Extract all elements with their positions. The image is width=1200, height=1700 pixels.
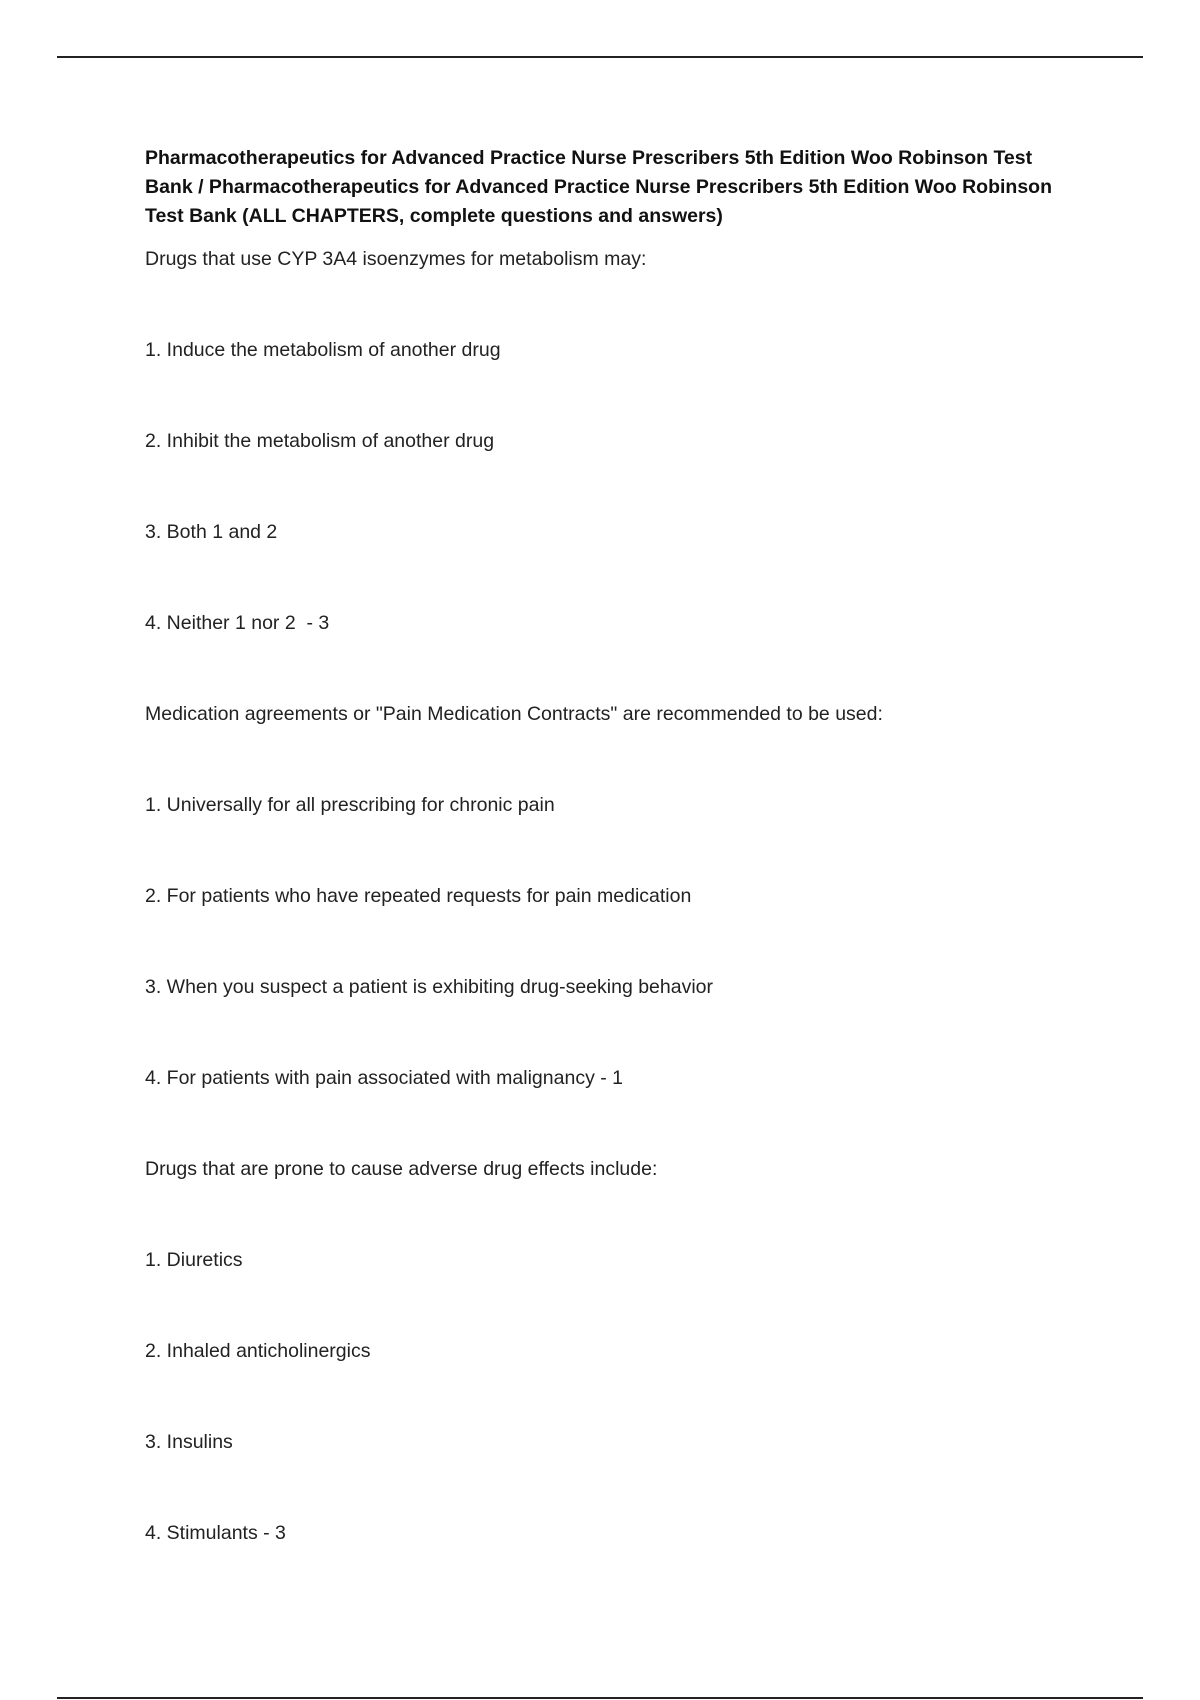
footer-rule [57, 1697, 1143, 1699]
answer-option: 4. Stimulants - 3 [145, 1522, 286, 1544]
question-block [145, 700, 1065, 1092]
answer-option: 3. Insulins [145, 1431, 233, 1453]
answer-option: 3. When you suspect a patient is exhibiting drug-seeking behavior [145, 976, 714, 998]
question-stem: Medication agreements or "Pain Medication Contracts" are recommended to be used: [145, 703, 883, 725]
question-stem: Drugs that are prone to cause adverse drug effects include: [145, 1158, 658, 1180]
question-block [145, 245, 1065, 637]
answer-option: 4. Neither 1 nor 2 - 3 [145, 612, 330, 634]
document-title: Pharmacotherapeutics for Advanced Practice Nurse Prescribers 5th Edition Woo Robinson Test Bank / Pharmacotherapeutics for Advanced Practice Nurse Prescribers 5th Edition Woo Robinson Test Bank (ALL CHAPTERS, complete questions and answers) [145, 147, 1052, 227]
answer-option: 2. Inhaled anticholinergics [145, 1340, 371, 1362]
answer-option: 1. Diuretics [145, 1249, 243, 1271]
answer-option: 3. Both 1 and 2 [145, 521, 278, 543]
answer-option: 2. Inhibit the metabolism of another drug [145, 430, 495, 452]
answer-option: 4. For patients with pain associated with malignancy - 1 [145, 1067, 623, 1089]
question-block [145, 1155, 1065, 1547]
question-stem: Drugs that use CYP 3A4 isoenzymes for metabolism may: [145, 248, 647, 270]
answer-option: 1. Universally for all prescribing for chronic pain [145, 794, 555, 816]
document-body [145, 144, 1065, 1547]
answer-option: 2. For patients who have repeated requests for pain medication [145, 885, 692, 907]
answer-option: 1. Induce the metabolism of another drug [145, 339, 501, 361]
header-rule [57, 56, 1143, 58]
